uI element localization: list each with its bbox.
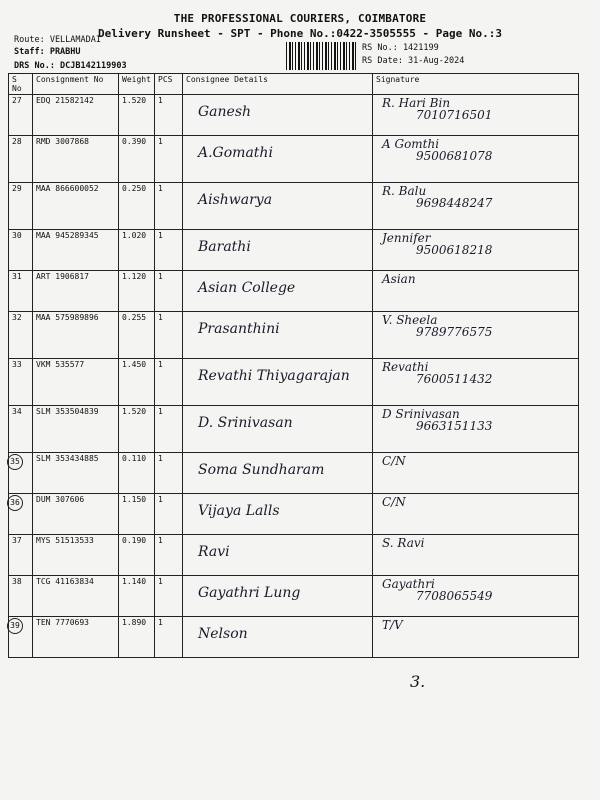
weight-cell: 1.520 xyxy=(119,95,155,136)
consignment-number: TEN 7770693 xyxy=(33,617,119,658)
rs-date: RS Date: 31-Aug-2024 xyxy=(362,56,465,66)
weight-cell: 1.150 xyxy=(119,494,155,535)
handwritten-page-number: 3. xyxy=(410,672,426,691)
column-header: Weight xyxy=(119,74,155,95)
consignee-handwriting: Gayathri Lung xyxy=(198,585,301,601)
table-header-row xyxy=(9,74,579,95)
consignee-cell xyxy=(183,576,373,617)
consignee-handwriting: Ravi xyxy=(198,544,230,560)
serial-number-cell xyxy=(9,95,33,136)
pcs-cell: 1 xyxy=(155,453,183,494)
pcs-cell: 1 xyxy=(155,359,183,406)
consignee-handwriting: Ganesh xyxy=(198,104,252,120)
pcs-cell: 1 xyxy=(155,312,183,359)
serial-number-cell xyxy=(9,406,33,453)
route-label: Route: VELLAMADAI xyxy=(14,35,101,45)
consignee-handwriting: Soma Sundharam xyxy=(198,462,325,478)
signature-handwriting: T/V xyxy=(382,618,403,632)
signature-handwriting: R. Balu xyxy=(382,184,427,198)
pcs-cell: 1 xyxy=(155,136,183,183)
signature-cell xyxy=(373,136,579,183)
consignee-handwriting: A.Gomathi xyxy=(198,145,273,161)
signature-cell xyxy=(373,312,579,359)
weight-cell: 1.890 xyxy=(119,617,155,658)
serial-number: 27 xyxy=(12,96,22,105)
delivery-table xyxy=(8,73,579,658)
receiver-phone-handwriting: 9789776575 xyxy=(416,325,493,339)
signature-cell xyxy=(373,95,579,136)
serial-number: 31 xyxy=(12,272,22,281)
signature-cell xyxy=(373,576,579,617)
rs-number: RS No.: 1421199 xyxy=(362,43,439,53)
column-header: S No xyxy=(9,74,33,95)
receiver-phone-handwriting: 7708065549 xyxy=(416,589,493,603)
table-row xyxy=(9,535,579,576)
consignee-handwriting: Vijaya Lalls xyxy=(198,503,280,519)
weight-cell: 1.020 xyxy=(119,230,155,271)
column-header: Signature xyxy=(373,74,579,95)
serial-number-cell xyxy=(9,576,33,617)
signature-handwriting: Gayathri xyxy=(382,577,435,591)
serial-number-cell xyxy=(9,535,33,576)
receiver-phone-handwriting: 7010716501 xyxy=(416,108,493,122)
pcs-cell: 1 xyxy=(155,230,183,271)
weight-cell: 0.190 xyxy=(119,535,155,576)
serial-number: 35 xyxy=(7,454,23,470)
consignee-cell xyxy=(183,183,373,230)
serial-number-cell xyxy=(9,617,33,658)
signature-handwriting: R. Hari Bin xyxy=(382,96,451,110)
weight-cell: 0.110 xyxy=(119,453,155,494)
receiver-phone-handwriting: 9500681078 xyxy=(416,149,493,163)
signature-handwriting: Asian xyxy=(382,272,416,286)
signature-cell xyxy=(373,453,579,494)
consignment-number: ART 1906817 xyxy=(33,271,119,312)
consignee-cell xyxy=(183,406,373,453)
signature-handwriting: C/N xyxy=(382,495,406,509)
table-row xyxy=(9,230,579,271)
company-title: THE PROFESSIONAL COURIERS, COIMBATORE xyxy=(173,12,427,25)
serial-number: 30 xyxy=(12,231,22,240)
serial-number-cell xyxy=(9,453,33,494)
consignee-handwriting: Asian College xyxy=(198,280,296,296)
receiver-phone-handwriting: 9698448247 xyxy=(416,196,493,210)
pcs-cell: 1 xyxy=(155,535,183,576)
receiver-phone-handwriting: 7600511432 xyxy=(416,372,493,386)
serial-number: 33 xyxy=(12,360,22,369)
table-row xyxy=(9,576,579,617)
pcs-cell: 1 xyxy=(155,494,183,535)
pcs-cell: 1 xyxy=(155,183,183,230)
consignee-cell xyxy=(183,453,373,494)
runsheet-subtitle: Delivery Runsheet - SPT - Phone No.:0422-3505555 - Page No.:3 xyxy=(98,27,502,40)
signature-cell xyxy=(373,406,579,453)
consignee-cell xyxy=(183,271,373,312)
consignee-handwriting: Nelson xyxy=(198,626,248,642)
consignee-cell xyxy=(183,136,373,183)
consignment-number: TCG 41163834 xyxy=(33,576,119,617)
table-row xyxy=(9,359,579,406)
receiver-phone-handwriting: 9500618218 xyxy=(416,243,493,257)
pcs-cell: 1 xyxy=(155,406,183,453)
signature-cell xyxy=(373,271,579,312)
consignee-handwriting: Prasanthini xyxy=(198,321,280,337)
consignee-handwriting: Aishwarya xyxy=(198,192,273,208)
signature-handwriting: S. Ravi xyxy=(382,536,425,550)
table-row xyxy=(9,183,579,230)
consignment-number: DUM 307606 xyxy=(33,494,119,535)
serial-number: 32 xyxy=(12,313,22,322)
table-row xyxy=(9,95,579,136)
serial-number: 28 xyxy=(12,137,22,146)
serial-number: 38 xyxy=(12,577,22,586)
consignment-number: VKM 535577 xyxy=(33,359,119,406)
signature-cell xyxy=(373,183,579,230)
consignee-cell xyxy=(183,359,373,406)
pcs-cell: 1 xyxy=(155,271,183,312)
signature-cell xyxy=(373,535,579,576)
consignee-cell xyxy=(183,230,373,271)
weight-cell: 0.255 xyxy=(119,312,155,359)
column-header: PCS xyxy=(155,74,183,95)
serial-number: 37 xyxy=(12,536,22,545)
consignment-number: MAA 945289345 xyxy=(33,230,119,271)
serial-number-cell xyxy=(9,136,33,183)
table-row xyxy=(9,136,579,183)
barcode-image xyxy=(286,42,358,70)
pcs-cell: 1 xyxy=(155,617,183,658)
serial-number: 39 xyxy=(7,618,23,634)
column-header: Consignment No xyxy=(33,74,119,95)
consignment-number: EDQ 21582142 xyxy=(33,95,119,136)
table-row xyxy=(9,617,579,658)
serial-number-cell xyxy=(9,183,33,230)
pcs-cell: 1 xyxy=(155,95,183,136)
consignment-number: SLM 353434885 xyxy=(33,453,119,494)
serial-number-cell xyxy=(9,359,33,406)
signature-handwriting: Revathi xyxy=(382,360,429,374)
serial-number-cell xyxy=(9,271,33,312)
consignment-number: MAA 575989896 xyxy=(33,312,119,359)
serial-number-cell xyxy=(9,494,33,535)
consignee-cell xyxy=(183,494,373,535)
weight-cell: 1.120 xyxy=(119,271,155,312)
serial-number-cell xyxy=(9,312,33,359)
pcs-cell: 1 xyxy=(155,576,183,617)
serial-number-cell xyxy=(9,230,33,271)
serial-number: 29 xyxy=(12,184,22,193)
table-row xyxy=(9,406,579,453)
table-row xyxy=(9,494,579,535)
consignee-cell xyxy=(183,312,373,359)
consignee-handwriting: Barathi xyxy=(198,239,251,255)
signature-handwriting: A Gomthi xyxy=(382,137,440,151)
signature-handwriting: D Srinivasan xyxy=(382,407,460,421)
serial-number: 34 xyxy=(12,407,22,416)
signature-cell xyxy=(373,494,579,535)
table-row xyxy=(9,271,579,312)
consignee-cell xyxy=(183,95,373,136)
consignee-cell xyxy=(183,535,373,576)
table-row xyxy=(9,312,579,359)
weight-cell: 1.520 xyxy=(119,406,155,453)
column-header: Consignee Details xyxy=(183,74,373,95)
signature-handwriting: V. Sheela xyxy=(382,313,438,327)
consignment-number: MYS 51513533 xyxy=(33,535,119,576)
consignment-number: RMD 3007868 xyxy=(33,136,119,183)
consignee-cell xyxy=(183,617,373,658)
weight-cell: 0.250 xyxy=(119,183,155,230)
consignment-number: SLM 353504839 xyxy=(33,406,119,453)
consignee-handwriting: D. Srinivasan xyxy=(198,415,293,431)
weight-cell: 0.390 xyxy=(119,136,155,183)
table-row xyxy=(9,453,579,494)
staff-label: Staff: PRABHU xyxy=(14,47,81,57)
signature-handwriting: C/N xyxy=(382,454,406,468)
serial-number: 36 xyxy=(7,495,23,511)
consignee-handwriting: Revathi Thiyagarajan xyxy=(198,368,350,384)
weight-cell: 1.140 xyxy=(119,576,155,617)
signature-cell xyxy=(373,359,579,406)
signature-handwriting: Jennifer xyxy=(382,231,431,245)
drs-number: DRS No.: DCJB142119903 xyxy=(14,61,127,71)
weight-cell: 1.450 xyxy=(119,359,155,406)
signature-cell xyxy=(373,617,579,658)
consignment-number: MAA 866600052 xyxy=(33,183,119,230)
signature-cell xyxy=(373,230,579,271)
receiver-phone-handwriting: 9663151133 xyxy=(416,419,493,433)
